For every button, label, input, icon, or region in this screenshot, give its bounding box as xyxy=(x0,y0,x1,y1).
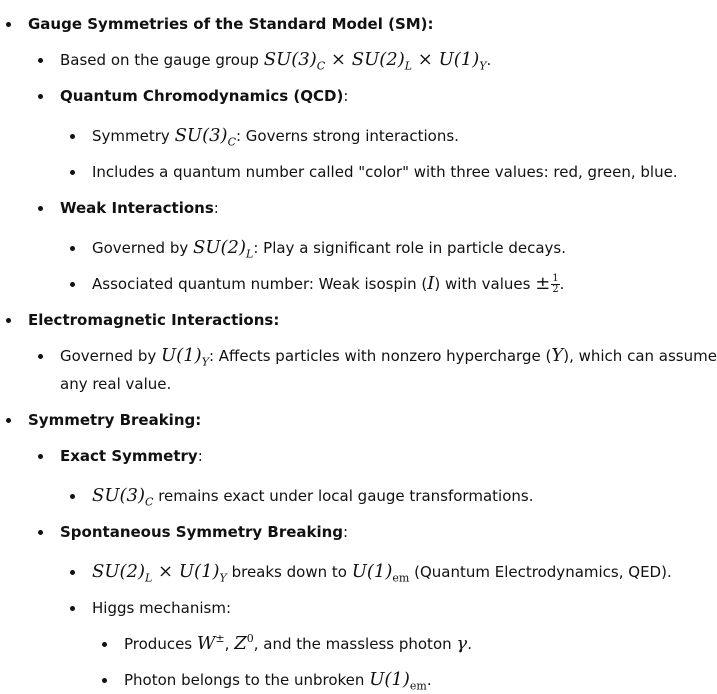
bullet-icon xyxy=(70,134,75,139)
list-item-higgs xyxy=(0,596,688,620)
su3c-formula: $SU(3)_C$ xyxy=(92,485,154,509)
bullet-icon xyxy=(70,170,75,175)
list-item-em-governed: Governed by $U(1)_Y$: Affects particles with nonzero hypercharge (Y), which can assume xyxy=(0,344,688,368)
list-item-spontaneous: Spontaneous Symmetry Breaking: xyxy=(0,520,688,544)
gauge-group-text: Based on the gauge group xyxy=(60,51,259,69)
bullet-icon xyxy=(102,678,107,683)
bullet-icon xyxy=(70,570,75,575)
list-item-electromagnetic xyxy=(0,308,688,332)
bullet-icon xyxy=(70,494,75,499)
isospin-values: ± xyxy=(535,273,551,294)
bullet-icon xyxy=(38,58,43,63)
qcd-title: Quantum Chromodynamics (QCD) xyxy=(60,87,344,105)
bullet-icon xyxy=(6,22,11,27)
higgs-title: Higgs mechanism: xyxy=(92,599,232,617)
list-item-gauge-symmetries xyxy=(0,12,688,36)
bullet-icon xyxy=(70,246,75,251)
bullet-icon xyxy=(38,94,43,99)
list-item-gauge-group: Based on the gauge group $SU(3)_C \times SU(2)_L \times U(1)_Y$. xyxy=(0,48,688,72)
u1em-formula: $U(1)_{em}$ xyxy=(351,561,410,585)
gauge-group-formula: $SU(3)_C \times SU(2)_L \times U(1)_Y$ xyxy=(263,49,487,73)
photon-symbol: γ xyxy=(456,633,468,654)
bullet-icon xyxy=(38,530,43,535)
u1y-formula: $U(1)_Y$ xyxy=(161,345,209,369)
su3c-formula: $SU(3)_C$ xyxy=(174,125,236,149)
list-item-qcd: Quantum Chromodynamics (QCD): xyxy=(0,84,688,108)
bullet-icon xyxy=(6,318,11,323)
list-item-weak: Weak Interactions: xyxy=(0,196,688,220)
list-item-qcd-symmetry: Symmetry $SU(3)_C$: Governs strong interactions. xyxy=(0,124,688,148)
bullet-icon xyxy=(6,418,11,423)
bullet-icon xyxy=(38,454,43,459)
one-half-fraction: $\frac{1}{2}$ xyxy=(552,273,559,295)
list-item-em-governed-continued: any real value. xyxy=(60,375,172,393)
weak-title: Weak Interactions xyxy=(60,199,214,217)
section-heading-em: Electromagnetic Interactions: xyxy=(28,311,280,329)
bullet-icon xyxy=(38,206,43,211)
w-boson: W± xyxy=(196,632,225,654)
list-item-exact-text: $SU(3)_C$ remains exact under local gauge transformations. xyxy=(0,484,688,508)
list-item-weak-governed: Governed by $SU(2)_L$: Play a significant role in particle decays. xyxy=(0,236,688,260)
list-item-symmetry-breaking xyxy=(0,408,688,432)
section-heading-gauge: Gauge Symmetries of the Standard Model (SM): xyxy=(28,15,434,33)
qcd-color-text: Includes a quantum number called "color" with three values: red, green, blue. xyxy=(92,163,678,181)
exact-title: Exact Symmetry xyxy=(60,447,198,465)
z-boson: $Z^0$ xyxy=(234,632,254,654)
bullet-icon xyxy=(70,282,75,287)
list-item-produces: Produces W±, $Z^0$, and the massless photon γ. xyxy=(0,632,688,656)
list-item-qcd-color xyxy=(0,160,688,184)
list-item-photon: Photon belongs to the unbroken $U(1)_{em}$. xyxy=(0,668,688,692)
bullet-icon xyxy=(70,606,75,611)
section-heading-breaking: Symmetry Breaking: xyxy=(28,411,202,429)
su2l-formula: $SU(2)_L$ xyxy=(193,237,254,261)
list-item-weak-isospin: Associated quantum number: Weak isospin (I) with values ± $\frac{1}{2}$ . xyxy=(0,272,688,296)
bullet-icon xyxy=(38,354,43,359)
list-item-breaks-down: $SU(2)_L \times U(1)_Y$ breaks down to $U(1)_{em}$ (Quantum Electrodynamics, QED). xyxy=(0,560,688,584)
spontaneous-title: Spontaneous Symmetry Breaking xyxy=(60,523,344,541)
bullet-icon xyxy=(102,642,107,647)
list-item-exact-symmetry: Exact Symmetry: xyxy=(0,444,688,468)
su2l-u1y-formula: $SU(2)_L \times U(1)_Y$ xyxy=(92,561,227,585)
u1em-formula: $U(1)_{em}$ xyxy=(369,669,427,693)
